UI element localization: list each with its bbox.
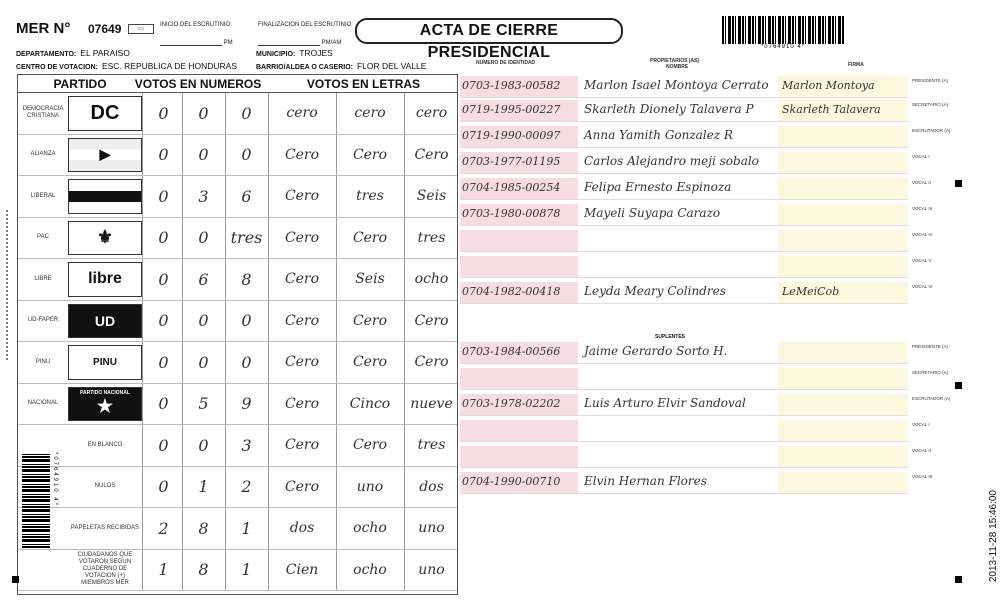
votes-number-digit: 0 (158, 352, 169, 372)
member-role: VOCAL I (912, 154, 930, 159)
member-signature: Skarleth Talavera (782, 103, 881, 116)
col-firma: FIRMA (848, 62, 864, 68)
timestamp: 2013-11-28 15:46:00 (988, 490, 999, 583)
registration-mark (12, 576, 19, 583)
votes-number-digit: 0 (241, 311, 252, 331)
summary-row (18, 550, 457, 592)
col-identidad: NUMERO DE IDENTIDAD (476, 60, 536, 66)
votes-letter-word: cero (354, 105, 386, 122)
votes-number-digit: 0 (158, 311, 169, 331)
member-role: VOCAL IV (912, 232, 933, 237)
votes-number-digit: tres (230, 228, 263, 248)
member-id: 0719-1990-00097 (462, 129, 561, 142)
member-role: SECRETARIO (A) (912, 102, 949, 107)
votes-letter-word: nueve (410, 395, 453, 412)
propietario-row (460, 282, 908, 304)
votes-letter-word: ocho (353, 520, 387, 537)
votes-letter-word: Cinco (349, 395, 391, 412)
signature-cell (778, 420, 908, 441)
identity-cell (460, 230, 578, 251)
member-id: 0704-1982-00418 (462, 285, 561, 298)
votes-number-digit: 3 (198, 186, 209, 206)
member-signature: Marlon Montoya (782, 79, 875, 92)
member-role: VOCAL VI (912, 284, 933, 289)
votes-number-digit: 8 (198, 560, 209, 580)
votes-number-digit: 0 (158, 269, 169, 289)
suplente-row (460, 342, 908, 364)
votes-table (17, 74, 458, 595)
party-name: UD-FAPER (27, 317, 59, 324)
party-row (18, 301, 457, 343)
fin-field: PM/AM (258, 38, 341, 46)
votes-number-digit: 5 (198, 394, 209, 414)
party-name: NACIONAL (27, 400, 59, 407)
party-logo-text: UD (94, 312, 116, 329)
votes-number-digit: 0 (158, 477, 169, 497)
party-row (18, 93, 457, 135)
summary-label: CIUDADANOS QUE VOTARON SEGUN CUADERNO DE VOTACION (+) MIEMBROS MER (77, 552, 133, 587)
propietario-row (460, 152, 908, 174)
votes-letter-word: Cero (414, 312, 449, 329)
member-role: PRESIDENTE (A) (912, 344, 949, 349)
member-id: 0703-1983-00582 (462, 79, 561, 92)
cne-logo-icon: ▭ (128, 24, 154, 34)
member-id: 0704-1985-00254 (462, 181, 561, 194)
votes-letter-word: ocho (353, 561, 387, 578)
party-logo-icon (68, 96, 142, 131)
identity-cell (460, 368, 578, 389)
propietario-row (460, 204, 908, 226)
mer-label: MER N° (16, 20, 71, 37)
votes-letter-word: Cero (414, 354, 449, 371)
votes-letter-word: uno (418, 520, 445, 537)
votes-letter-word: Cero (414, 146, 449, 163)
votes-letter-word: Cero (352, 146, 388, 163)
propietario-row (460, 178, 908, 200)
votes-letter-word: tres (356, 188, 384, 205)
votes-number-digit: 0 (158, 435, 169, 455)
votes-letter-word: Cero (284, 146, 320, 163)
votes-table-header (18, 75, 457, 93)
votes-letter-word: Cero (352, 437, 388, 454)
votes-number-digit: 0 (158, 394, 169, 414)
member-name: Skarleth Dionely Talavera P (584, 102, 754, 116)
signature-cell (778, 126, 908, 147)
barcode-icon (722, 16, 844, 44)
votes-letter-word: ocho (414, 271, 449, 288)
margin-rule (6, 210, 8, 360)
member-id: 0703-1980-00878 (462, 207, 561, 220)
votes-letter-word: Cero (352, 229, 388, 246)
party-logo-icon: PARTIDO NACIONAL ★ (68, 387, 142, 422)
votes-letter-word: tres (417, 437, 446, 454)
member-signature: LeMeiCob (782, 285, 840, 298)
votes-letter-word: Seis (416, 188, 447, 205)
signature-cell (778, 256, 908, 277)
registration-mark (955, 576, 962, 583)
signature-cell (778, 446, 908, 467)
signature-cell (778, 230, 908, 251)
barcode-number: *0764910 4* (760, 44, 806, 50)
votes-number-digit: 0 (158, 103, 169, 123)
party-logo-icon (68, 262, 142, 297)
votes-letter-word: cero (415, 105, 448, 122)
party-name: PINU (35, 358, 51, 365)
votes-number-digit: 0 (158, 228, 169, 248)
propietario-row (460, 256, 908, 278)
summary-row (18, 467, 457, 509)
votes-letter-word: Cero (284, 478, 320, 495)
votes-number-digit: 0 (198, 352, 209, 372)
votes-number-digit: 2 (241, 477, 252, 497)
votes-letter-word: uno (356, 478, 384, 495)
party-logo-text: PINU (93, 356, 117, 368)
party-logo-text: DC (90, 101, 120, 124)
identity-cell (460, 446, 578, 467)
member-role: VOCAL II (912, 448, 931, 453)
inicio-label: INICIO DEL ESCRUTINIO: (160, 22, 232, 28)
party-logo-icon: ⚜ (68, 221, 142, 256)
summary-label: NULOS (94, 483, 116, 490)
votes-number-digit: 0 (198, 228, 209, 248)
votes-number-digit: 8 (241, 269, 252, 289)
page-title: ACTA DE CIERRE PRESIDENCIAL (355, 18, 623, 44)
member-role: ESCRUTADOR (A) (912, 396, 951, 401)
member-name: Felipa Ernesto Espinoza (584, 180, 732, 194)
centro-votacion: CENTRO DE VOTACION: ESC. REPUBLICA DE HONDURAS (16, 61, 238, 71)
identity-cell (460, 256, 578, 277)
member-role: SECRETARIO (A) (912, 370, 949, 375)
member-role: VOCAL II (912, 180, 931, 185)
party-row (18, 176, 457, 218)
summary-label: EN BLANCO (87, 441, 123, 448)
member-role: ESCRUTADOR (A) (912, 128, 951, 133)
signature-cell (778, 204, 908, 225)
member-id: 0703-1984-00566 (462, 345, 561, 358)
col-propietarios: PROPIETARIOS (AS) (650, 58, 700, 64)
party-logo-icon (68, 179, 142, 214)
propietario-row (460, 126, 908, 148)
summary-label: PAPELETAS RECIBIDAS (70, 524, 140, 531)
barrio-aldea: BARRIO/ALDEA O CASERIO: FLOR DEL VALLE (256, 61, 427, 71)
party-row (18, 384, 457, 426)
votes-letter-word: Cero (352, 312, 388, 329)
votes-number-digit: 0 (198, 103, 209, 123)
votes-number-digit: 6 (241, 186, 252, 206)
votes-letter-word: dos (289, 520, 315, 537)
member-name: Jaime Gerardo Sorto H. (584, 344, 728, 358)
summary-row (18, 425, 457, 467)
votes-number-digit: 0 (158, 186, 169, 206)
member-name: Mayeli Suyapa Carazo (584, 206, 721, 220)
member-name: Luis Arturo Elvir Sandoval (584, 396, 746, 410)
votes-number-digit: 1 (198, 477, 209, 497)
member-id: 0704-1990-00710 (462, 475, 561, 488)
votes-letter-word: Cien (285, 561, 319, 578)
signature-cell (778, 368, 908, 389)
votes-letter-word: Cero (284, 229, 320, 246)
votes-number-digit: 6 (198, 269, 209, 289)
votes-letter-word: Cero (284, 312, 320, 329)
votes-number-digit: 0 (241, 145, 252, 165)
votes-number-digit: 1 (241, 560, 252, 580)
votes-letter-word: Seis (355, 271, 385, 288)
party-row (18, 259, 457, 301)
inicio-field: PM (160, 38, 233, 46)
votes-number-digit: 0 (198, 145, 209, 165)
member-name: Leyda Meary Colindres (584, 284, 726, 298)
votes-letter-word: Cero (284, 395, 320, 412)
registration-mark (955, 382, 962, 389)
signature-cell (778, 394, 908, 415)
registration-mark (955, 180, 962, 187)
col-numeros: VOTOS EN NUMEROS (134, 77, 262, 91)
votes-letter-word: cero (286, 105, 318, 122)
votes-number-digit: 0 (241, 352, 252, 372)
votes-letter-word: Cero (284, 271, 320, 288)
votes-letter-word: dos (419, 478, 444, 495)
party-name: LIBERAL (30, 192, 56, 199)
suplente-row (460, 420, 908, 442)
member-id: 0703-1977-01195 (462, 155, 561, 168)
departamento: DEPARTAMENTO: EL PARAISO (16, 48, 130, 58)
votes-letter-word: Cero (284, 437, 320, 454)
member-name: Marlon Isael Montoya Cerrato (584, 78, 769, 92)
party-row (18, 135, 457, 177)
signature-cell (778, 472, 908, 493)
suplente-row (460, 394, 908, 416)
votes-number-digit: 0 (158, 145, 169, 165)
votes-letter-word: tres (417, 229, 446, 246)
member-name: Anna Yamith Gonzalez R (584, 128, 733, 142)
party-logo-text: PARTIDO NACIONAL (80, 390, 130, 397)
party-logo-icon (68, 345, 142, 380)
col-partido: PARTIDO (53, 77, 107, 91)
summary-row (18, 508, 457, 550)
party-row (18, 218, 457, 260)
col-letras: VOTOS EN LETRAS (306, 77, 421, 91)
side-barcode-number: *0764910 4* (52, 452, 58, 508)
party-name: PAC (37, 234, 49, 241)
votes-letter-word: uno (418, 561, 445, 578)
party-name: DEMOCRACIA CRISTIANA (22, 106, 64, 120)
votes-number-digit: 0 (198, 435, 209, 455)
votes-letter-word: Cero (284, 354, 320, 371)
votes-number-digit: 1 (158, 560, 169, 580)
member-id: 0719-1995-00227 (462, 103, 561, 116)
fin-label: FINALIZACION DEL ESCRUTINIO: (258, 22, 353, 28)
signature-cell (778, 178, 908, 199)
suplentes-label: SUPLENTES (655, 334, 686, 340)
votes-number-digit: 9 (241, 394, 252, 414)
party-row (18, 342, 457, 384)
member-role: VOCAL I (912, 422, 930, 427)
member-role: PRESIDENTE (A) (912, 78, 949, 83)
member-name: Carlos Alejandro meji sobalo (584, 154, 759, 168)
votes-letter-word: Cero (284, 188, 320, 205)
party-name: LIBRE (34, 275, 52, 282)
party-name: ALIANZA (30, 151, 56, 158)
member-name: Elvin Hernan Flores (584, 474, 707, 488)
suplente-row (460, 368, 908, 390)
member-role: VOCAL III (912, 474, 933, 479)
municipio: MUNICIPIO: TROJES (256, 48, 333, 58)
propietario-row (460, 230, 908, 252)
identity-cell (460, 420, 578, 441)
votes-number-digit: 0 (198, 311, 209, 331)
votes-letter-word: Cero (352, 354, 388, 371)
party-logo-text: libre (88, 270, 122, 288)
member-role: VOCAL V (912, 258, 932, 263)
member-role: VOCAL III (912, 206, 933, 211)
suplente-row (460, 446, 908, 468)
votes-number-digit: 2 (158, 518, 169, 538)
votes-number-digit: 1 (241, 518, 252, 538)
party-logo-icon: ▶ (68, 138, 142, 173)
col-nombre: NOMBRE (666, 64, 689, 70)
party-logo-icon (68, 304, 142, 339)
votes-number-digit: 3 (241, 435, 252, 455)
member-id: 0703-1978-02202 (462, 397, 561, 410)
signature-cell (778, 342, 908, 363)
propietario-row (460, 76, 908, 98)
suplente-row (460, 472, 908, 494)
mer-number: 07649 (88, 22, 122, 36)
votes-number-digit: 0 (241, 103, 252, 123)
votes-number-digit: 8 (198, 518, 209, 538)
signature-cell (778, 152, 908, 173)
side-barcode-icon (22, 452, 50, 548)
propietario-row (460, 100, 908, 122)
